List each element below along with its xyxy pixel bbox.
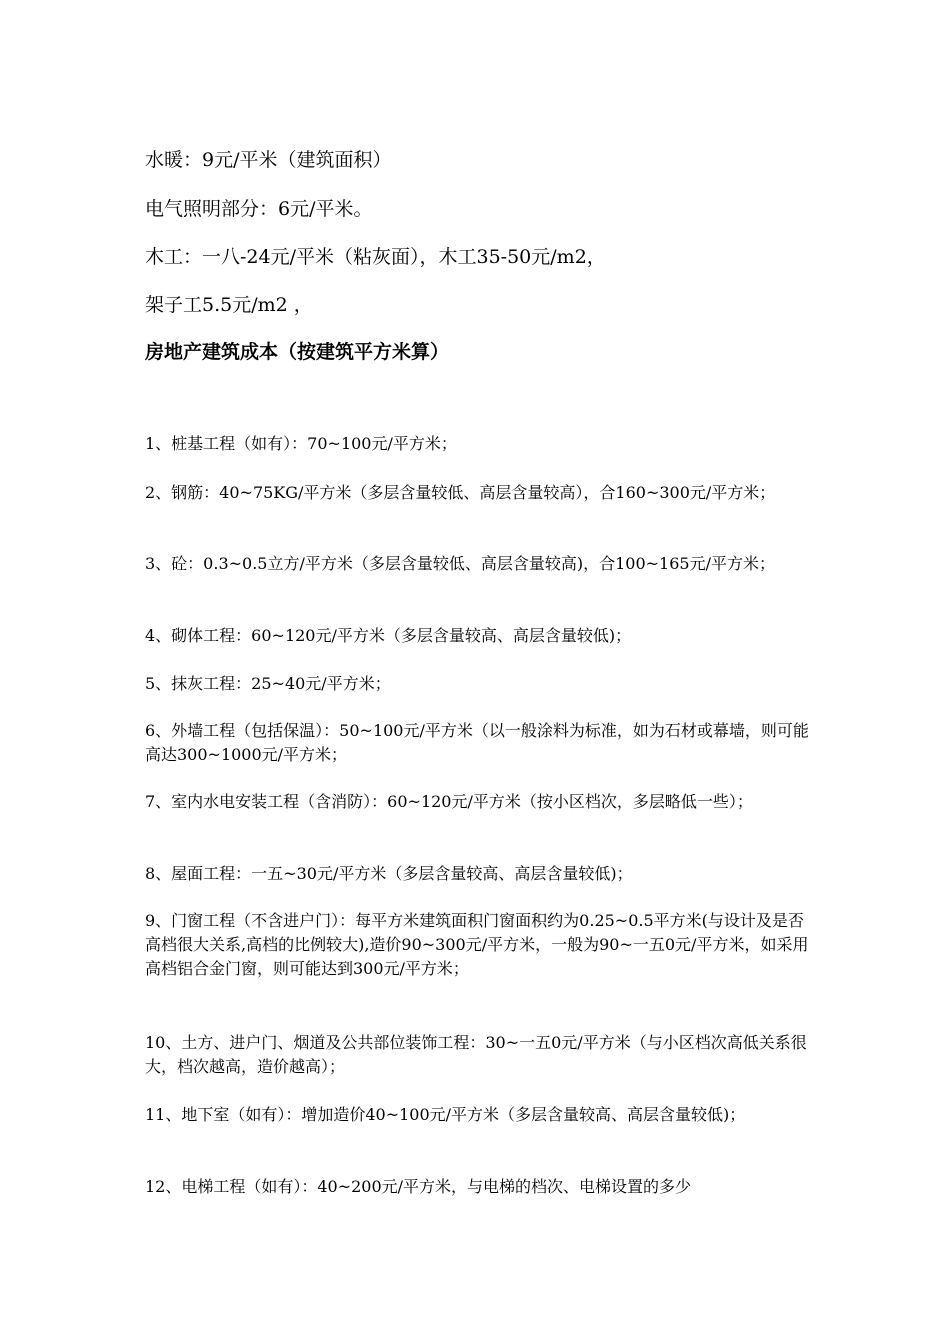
list-item: 6、外墙工程（包括保温）：50~100元/平方米（以一般涂料为标准，如为石材或幕墙，则可能高达300~1000元/平方米；: [145, 721, 809, 764]
list-item: 3、砼：0.3~0.5立方/平方米（多层含量较低、高层含量较高)，合100~165元/平方米；: [145, 554, 775, 573]
list-item: 2、钢筋：40~75KG/平方米（多层含量较低、高层含量较高），合160~300元/平方米；: [145, 483, 776, 502]
text-line-scaffolding: 架子工5.5元/m2 ，: [145, 294, 313, 316]
text-line-carpentry: 木工：一八-24元/平米（粘灰面），木工35-50元/m2，: [145, 246, 606, 268]
list-item: 10、土方、进户门、烟道及公共部位装饰工程：30~一五0元/平方米（与小区档次高低关系很大，档次越高，造价越高）；: [145, 1033, 807, 1076]
list-item: 4、砌体工程：60~120元/平方米（多层含量较高、高层含量较低)；: [145, 626, 632, 645]
text-line-electrical: 电气照明部分：6元/平米。: [145, 198, 373, 220]
list-item: 5、抹灰工程：25~40元/平方米；: [145, 674, 391, 693]
list-item: 9、门窗工程（不含进户门）：每平方米建筑面积门窗面积约为0.25~0.5平方米(与设计及是否高档很大关系,高档的比例较大),造价90~300元/平方米，一般为90~一五0元/平方米，如采用高档铝合金门窗，则可能达到300元/平方米；: [145, 911, 809, 978]
section-heading: 房地产建筑成本（按建筑平方米算）: [145, 341, 450, 363]
list-item: 12、电梯工程（如有）：40~200元/平方米，与电梯的档次、电梯设置的多少: [145, 1177, 692, 1196]
list-item: 8、屋面工程：一五~30元/平方米（多层含量较高、高层含量较低)；: [145, 864, 633, 883]
list-item: 7、室内水电安装工程（含消防）：60~120元/平方米（按小区档次，多层略低一些）；: [145, 792, 753, 811]
list-item: 1、桩基工程（如有）：70~100元/平方米；: [145, 434, 457, 453]
list-item: 11、地下室（如有）：增加造价40~100元/平方米（多层含量较高、高层含量较低)；: [145, 1105, 746, 1124]
text-line-plumbing: 水暖：9元/平米（建筑面积）: [145, 149, 392, 171]
